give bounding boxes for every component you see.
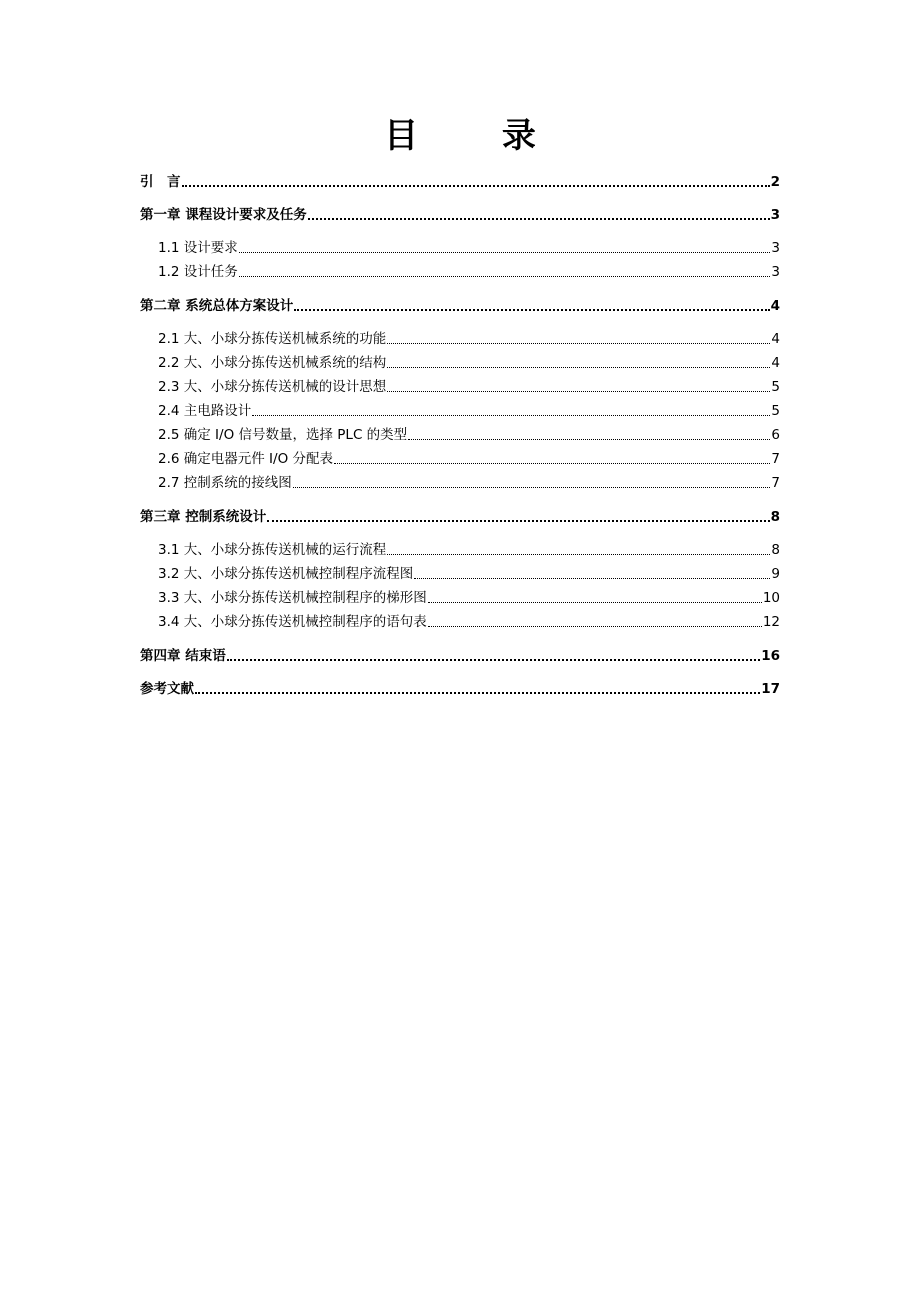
dot-leader xyxy=(414,578,770,579)
toc-entry-page: 2 xyxy=(770,174,780,190)
toc-entry[interactable] xyxy=(158,449,780,469)
dot-leader xyxy=(293,487,771,488)
toc-entry-page: 7 xyxy=(771,475,780,491)
toc-entry-page: 5 xyxy=(771,379,780,395)
toc-entry-label: 1.2 设计任务 xyxy=(158,264,238,280)
toc-entry[interactable] xyxy=(158,238,780,258)
toc-entry-page: 17 xyxy=(761,681,780,697)
toc-entry-label: 第三章 控制系统设计 xyxy=(140,509,267,525)
dot-leader xyxy=(428,626,762,627)
dot-leader xyxy=(428,602,762,603)
dot-leader xyxy=(387,343,770,344)
toc-entry-page: 3 xyxy=(771,240,780,256)
toc-entry-page: 7 xyxy=(771,451,780,467)
toc-entry[interactable] xyxy=(158,353,780,373)
toc-entry-page: 16 xyxy=(761,648,780,664)
toc-entry-label: 3.4 大、小球分拣传送机械控制程序的语句表 xyxy=(158,614,427,630)
toc-entry[interactable] xyxy=(158,612,780,632)
dot-leader xyxy=(387,554,770,555)
toc-entry-page: 8 xyxy=(770,509,780,525)
toc-entry[interactable] xyxy=(158,329,780,349)
toc-entry-label: 第四章 结束语 xyxy=(140,648,226,664)
dot-leader xyxy=(239,252,771,253)
dot-leader xyxy=(182,185,770,187)
dot-leader xyxy=(252,415,770,416)
toc-entry-label: 2.4 主电路设计 xyxy=(158,403,252,419)
toc-entry-label: 引 言 xyxy=(140,174,181,190)
toc-entry[interactable] xyxy=(140,679,780,699)
toc-entry[interactable] xyxy=(140,172,780,192)
toc-entry-page: 4 xyxy=(771,331,780,347)
toc-entry-label: 第一章 课程设计要求及任务 xyxy=(140,207,307,223)
toc-entry-label: 3.2 大、小球分拣传送机械控制程序流程图 xyxy=(158,566,414,582)
toc-entry[interactable] xyxy=(158,401,780,421)
dot-leader xyxy=(239,276,771,277)
page-title: 目 录 xyxy=(384,116,572,156)
dot-leader xyxy=(308,218,770,220)
toc-entry-label: 2.3 大、小球分拣传送机械的设计思想 xyxy=(158,379,387,395)
toc-entry[interactable] xyxy=(140,296,780,316)
dot-leader xyxy=(294,309,769,311)
toc-entry-page: 4 xyxy=(771,355,780,371)
toc-entry-label: 3.1 大、小球分拣传送机械的运行流程 xyxy=(158,542,387,558)
dot-leader xyxy=(195,692,760,694)
toc-entry[interactable] xyxy=(140,205,780,225)
toc-entry-page: 12 xyxy=(762,614,780,630)
toc-entry-page: 10 xyxy=(762,590,780,606)
dot-leader xyxy=(227,659,761,661)
toc-entry[interactable] xyxy=(158,262,780,282)
toc-entry[interactable] xyxy=(158,425,780,445)
toc-entry[interactable] xyxy=(140,507,780,527)
dot-leader xyxy=(387,367,770,368)
toc-entry[interactable] xyxy=(158,473,780,493)
toc-entry[interactable] xyxy=(158,540,780,560)
dot-leader xyxy=(334,463,770,464)
toc-entry-label: 2.2 大、小球分拣传送机械系统的结构 xyxy=(158,355,387,371)
dot-leader xyxy=(408,439,770,440)
toc-entry-label: 2.7 控制系统的接线图 xyxy=(158,475,292,491)
toc-entry-page: 3 xyxy=(770,207,780,223)
toc-entry-label: 参考文献 xyxy=(140,681,194,697)
toc-entry[interactable] xyxy=(140,646,780,666)
dot-leader xyxy=(267,520,769,522)
toc-entry[interactable] xyxy=(158,564,780,584)
toc-entry-label: 1.1 设计要求 xyxy=(158,240,238,256)
toc-entry-page: 5 xyxy=(771,403,780,419)
toc-entry-page: 8 xyxy=(771,542,780,558)
toc-entry-page: 6 xyxy=(771,427,780,443)
toc-entry-page: 3 xyxy=(771,264,780,280)
toc-entry-label: 2.6 确定电器元件 I/O 分配表 xyxy=(158,451,333,467)
toc-entry-label: 第二章 系统总体方案设计 xyxy=(140,298,294,314)
toc-entry-label: 3.3 大、小球分拣传送机械控制程序的梯形图 xyxy=(158,590,427,606)
toc-entry-label: 2.1 大、小球分拣传送机械系统的功能 xyxy=(158,331,387,347)
toc-entry-label: 2.5 确定 I/O 信号数量，选择 PLC 的类型 xyxy=(158,427,408,443)
toc-entry-page: 4 xyxy=(770,298,780,314)
dot-leader xyxy=(387,391,770,392)
toc-entry[interactable] xyxy=(158,377,780,397)
toc-entry[interactable] xyxy=(158,588,780,608)
toc-entry-page: 9 xyxy=(771,566,780,582)
